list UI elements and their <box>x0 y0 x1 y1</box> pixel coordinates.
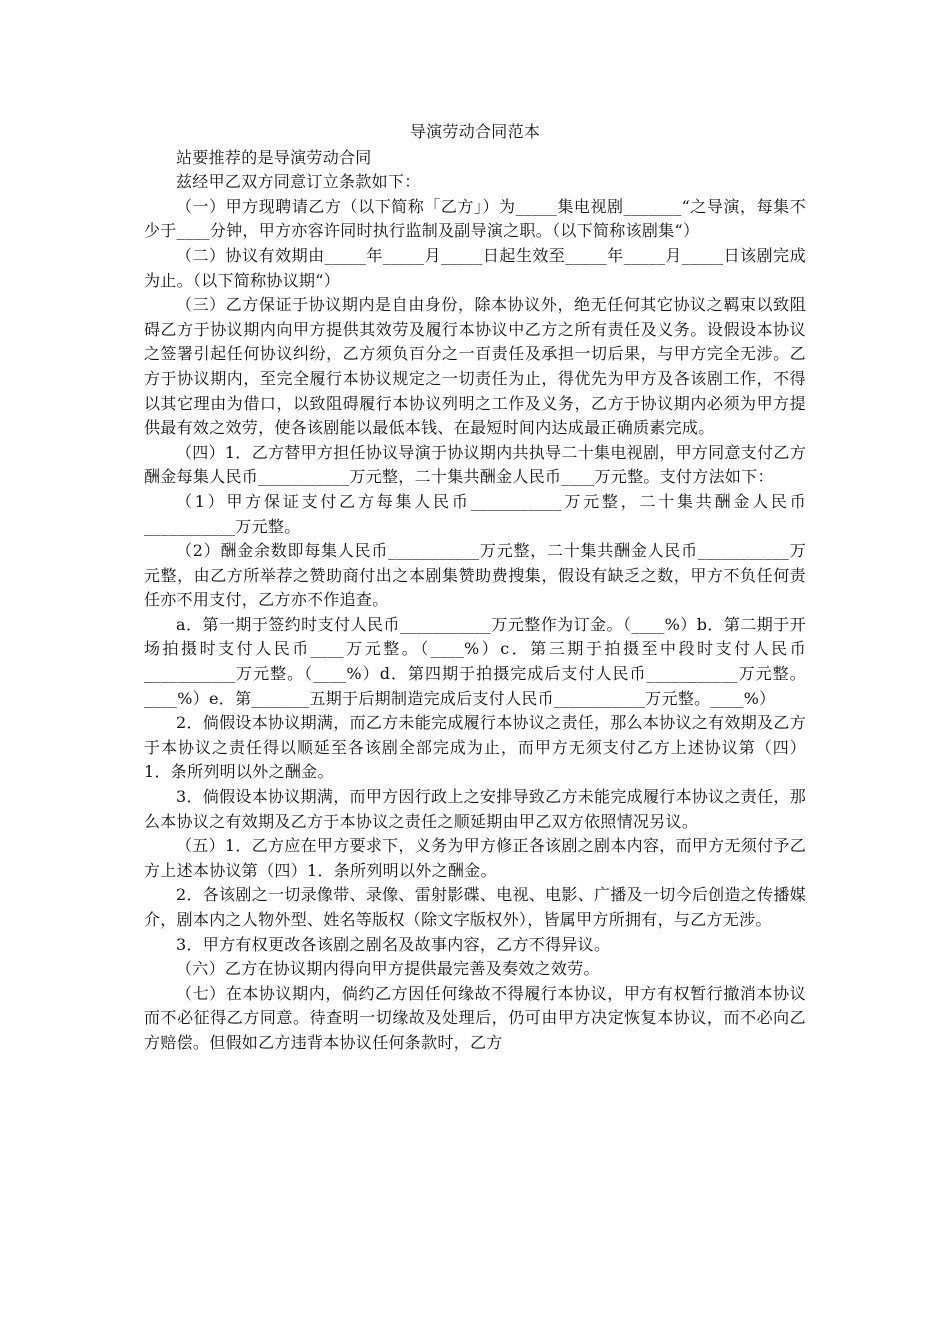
paragraph-clause-5-3: 3．甲方有权更改各该剧之剧名及故事内容，乙方不得异议。 <box>176 934 611 954</box>
paragraph-clause-4-3: 3．倘假设本协议期满，而甲方因行政上之安排导致乙方未能完成履行本协议之责任，那么本协议之有效期及乙方于本协议之责任之顺延期由甲乙双方依照情况另议。 <box>144 787 806 831</box>
paragraph-clause-4-2: 2．倘假设本协议期满，而乙方未能完成履行本协议之责任，那么本协议之有效期及乙方于本协议之责任得以顺延至各该剧全部完成为止，而甲方无须支付乙方上述协议第（四）1．条所列明以外之酬金。 <box>144 713 806 782</box>
document-page <box>144 120 806 1056</box>
paragraph-clause-4-1-1: （1）甲方保证支付乙方每集人民币___________万元整，二十集共酬金人民币___________万元整。 <box>144 491 806 536</box>
paragraph-clause-4-1: （四）1．乙方替甲方担任协议导演于协议期内共执导二十集电视剧，甲方同意支付乙方酬金每集人民币___________万元整，二十集共酬金人民币____万元整。支付方法如下： <box>144 442 806 487</box>
paragraph-clause-7: （七）在本协议期内，倘约乙方因任何缘故不得履行本协议，甲方有权暂行撤消本协议而不必征得乙方同意。待查明一切缘故及处理后，仍可由甲方决定恢复本协议，而不必向乙方赔偿。但假如乙方违背本协议任何条款时，乙方 <box>144 983 806 1052</box>
paragraph-clause-4-1-2: （2）酬金余数即每集人民币___________万元整，二十集共酬金人民币___________万元整，由乙方所举荐之赞助商付出之本剧集赞助费搜集，假设有缺乏之数，甲方不负任何责任亦不用支付，乙方亦不作追查。 <box>144 541 806 610</box>
paragraph-payment-schedule: a．第一期于签约时支付人民币___________万元整作为订金。（____%）b．第二期于开场拍摄时支付人民币____万元整。（____%）c．第三期于拍摄至中段时支付人民币___________万元整。（____%）d．第四期于拍摄完成后支付人民币___________万元整。____%）e．第_______五期于后期制造完成后支付人民币___________万元整。____%） <box>144 614 806 708</box>
paragraph-intro: 站要推荐的是导演劳动合同 <box>176 147 372 167</box>
paragraph-clause-1: （一）甲方现聘请乙方（以下简称「乙方」）为_____集电视剧_______“之导演，每集不少于____分钟，甲方亦容许同时执行监制及副导演之职。（以下简称该剧集“） <box>144 196 806 241</box>
paragraph-clause-3: （三）乙方保证于协议期内是自由身份，除本协议外，绝无任何其它协议之羁束以致阻碍乙方于协议期内向甲方提供其效劳及履行本协议中乙方之所有责任及义务。设假设本协议之签署引起任何协议纠纷，乙方须负百分之一百责任及承担一切后果，与甲方完全无涉。乙方于协议期内，至完全履行本协议规定之一切责任为止，得优先为甲方及各该剧工作，不得以其它理由为借口，以致阻碍履行本协议列明之工作及义务，乙方于协议期内必须为甲方提供最有效之效劳，使各该剧能以最低本钱、在最短时间内达成最正确质素完成。 <box>144 295 806 438</box>
paragraph-clause-2: （二）协议有效期由_____年_____月_____日起生效至_____年_____月_____日该剧完成为止。（以下简称协议期“） <box>144 245 806 290</box>
paragraph-clause-5-1: （五）1．乙方应在甲方要求下，义务为甲方修正各该剧之剧本内容，而甲方无须付予乙方上述本协议第（四）1．条所列明以外之酬金。 <box>144 836 806 880</box>
document-title: 导演劳动合同范本 <box>409 122 541 141</box>
paragraph-clause-5-2: 2．各该剧之一切录像带、录像、雷射影碟、电视、电影、广播及一切今后创造之传播媒介，剧本内之人物外型、姓名等版权（除文字版权外），皆属甲方所拥有，与乙方无涉。 <box>144 885 806 929</box>
paragraph-clause-6: （六）乙方在协议期内得向甲方提供最完善及奏效之效劳。 <box>176 959 600 979</box>
paragraph-preamble: 兹经甲乙双方同意订立条款如下： <box>176 172 421 192</box>
